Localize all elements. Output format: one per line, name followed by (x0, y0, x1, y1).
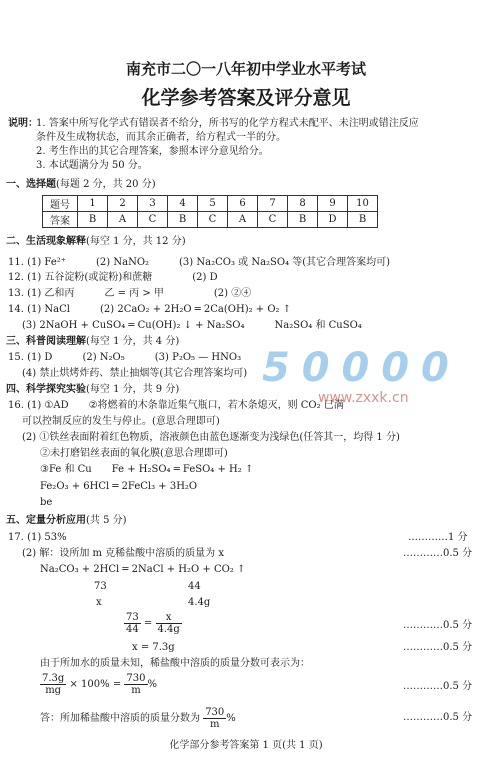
note-2: 2. 考生作出的其它合理答案，参照本评分意见给分。 (36, 146, 269, 157)
question-number-cell: 6 (228, 196, 258, 212)
answer-cell: A (108, 212, 138, 228)
mass-fraction-expression: $\frac{7.3g}{mg}$ × 100% = $\frac{730}{m}$ % (42, 673, 158, 696)
q11: 11. (1) Fe²⁺ (2) NaNO₂ (3) Na₂CO₃ 或 Na₂SO₄ 等(其它合理答案均可) (8, 257, 391, 268)
answer-cell: B (288, 212, 318, 228)
q17-part1: 17. (1) 53% (8, 532, 67, 543)
molar-mass-co2: 44 (188, 581, 201, 592)
q17-equation: Na₂CO₃ + 2HCl ═ 2NaCl + H₂O + CO₂ ↑ (40, 564, 246, 575)
section-1-note: (每题 2 分，共 20 分) (56, 179, 156, 190)
section-1-heading (6, 179, 156, 191)
score-4: …………0.5 分 (403, 642, 473, 653)
molar-mass-hcl: 73 (94, 581, 107, 592)
mass-co2: 4.4g (188, 597, 211, 608)
answer-cell: B (78, 212, 108, 228)
q16-part2-d: Fe₂O₃ + 6HCl ═ 2FeCl₃ + 3H₂O (40, 481, 198, 492)
score-2: …………0.5 分 (403, 548, 473, 559)
answer-cell: D (318, 212, 348, 228)
answer-cell: C (258, 212, 288, 228)
question-number-cell: 8 (288, 196, 318, 212)
q16-part2-c: ③Fe 和 Cu Fe + H₂SO₄ ═ FeSO₄ + H₂ ↑ (40, 464, 254, 475)
section-2-title: 二、生活现象解释 (6, 236, 86, 247)
q16-part1-b: 可以控制反应的发生与停止。(意思合理即可) (22, 416, 220, 427)
answer-cell: C (138, 212, 168, 228)
score-5: …………0.5 分 (403, 681, 473, 692)
score-6: …………0.5 分 (403, 712, 473, 723)
score-1: …………1 分 (408, 532, 468, 543)
q16-part2-b: ②未打磨铝丝表面的氧化膜(意思合理即可) (40, 448, 228, 459)
section-2-note: (每空 1 分，共 12 分) (86, 236, 186, 247)
answer-cell: C (198, 212, 228, 228)
question-number-cell: 4 (168, 196, 198, 212)
section-3-note: (每空 1 分，共 4 分) (86, 336, 180, 347)
section-3-heading (6, 336, 179, 348)
fraction-730-m-answer: $\frac{730}{m}$ (205, 707, 225, 730)
table-header-answer: 答案 (43, 212, 78, 228)
q16-part2: (2) ①铁丝表面附着红色物质，溶液颜色由蓝色逐渐变为浅绿色(任答其一，均得 1 分) (22, 432, 400, 443)
question-number-cell: 9 (318, 196, 348, 212)
final-answer: 答：所加稀盐酸中溶质的质量分数为 $\frac{730}{m}$ % (40, 707, 236, 730)
section-4-note: (每空 1 分，共 9 分) (86, 384, 180, 395)
fraction-73-44: $\frac{73}{44}$ (126, 612, 139, 635)
watermark-logo: 5 0 0 0 0 (262, 345, 448, 391)
answer-cell: B (168, 212, 198, 228)
table-header-number: 题号 (43, 196, 78, 212)
document-title: 化学参考答案及评分意见 (141, 87, 351, 109)
section-4-heading (6, 384, 179, 396)
section-3-title: 三、科普阅读理解 (6, 336, 86, 347)
section-2-heading (6, 236, 186, 248)
notes-label: 说明： (8, 118, 38, 129)
q13: 13. (1) 乙和丙 乙 = 丙 > 甲 (2) ②④ (8, 288, 252, 299)
note-1b: 条件及生成物状态，而其余正确者，给方程式一半的分。 (36, 132, 286, 143)
answer-cell: B (348, 212, 378, 228)
question-number-cell: 2 (108, 196, 138, 212)
section-4-title: 四、科学探究实验 (6, 384, 86, 395)
section-5-note: (共 5 分) (86, 515, 127, 526)
fraction-x-4-4g: $\frac{x}{4.4g}$ (157, 612, 180, 635)
q16-part2-e: be (40, 497, 53, 508)
answer-cell: A (228, 212, 258, 228)
note-3: 3. 本试题满分为 50 分。 (36, 160, 148, 171)
q15-part1: 15. (1) D (2) N₂O₅ (3) P₂O₅ — HNO₃ (8, 352, 242, 363)
proportion: $\frac{73}{44}$ = $\frac{x}{4.4g}$ (126, 612, 180, 635)
question-number-cell: 1 (78, 196, 108, 212)
section-5-heading (6, 515, 127, 527)
x-value: x = 7.3g (132, 642, 175, 653)
question-number-cell: 10 (348, 196, 378, 212)
q15-part4: (4) 禁止烘烤炸药、禁止抽烟等(其它合理答案均可) (22, 368, 248, 379)
q12: 12. (1) 五谷淀粉(或淀粉)和蔗糖 (2) D (8, 272, 218, 283)
unknown-x: x (96, 597, 102, 608)
score-3: …………0.5 分 (403, 620, 473, 631)
section-1-title: 一、选择题 (6, 179, 56, 190)
q17-mass-fraction-text: 由于所加水的质量未知，稀盐酸中溶质的质量分数可表示为： (40, 658, 310, 669)
question-number-cell: 3 (138, 196, 168, 212)
note-1a: 1. 答案中所写化学式有错误者不给分，所书写的化学方程式未配平、未注明或错注反应 (36, 118, 419, 129)
watermark-site: www.zxxk.cn (318, 390, 409, 406)
q14-part3: (3) 2NaOH + CuSO₄ ═ Cu(OH)₂ ↓ + Na₂SO₄ Na₂SO₄ 和 CuSO₄ (22, 320, 362, 331)
question-number-cell: 5 (198, 196, 228, 212)
q14-part1: 14. (1) NaCl (2) 2CaO₂ + 2H₂O ═ 2Ca(OH)₂ + O₂ ↑ (8, 304, 292, 315)
section-5-title: 五、定量分析应用 (6, 515, 86, 526)
fraction-730-m: $\frac{730}{m}$ (126, 673, 146, 696)
page-footer: 化学部分参考答案第 1 页(共 1 页) (169, 740, 323, 751)
fraction-7-3g-mg: $\frac{7.3g}{mg}$ (42, 673, 65, 696)
exam-title: 南充市二〇一八年初中学业水平考试 (125, 60, 366, 78)
q17-part2: (2) 解：设所加 m 克稀盐酸中溶质的质量为 x (22, 548, 225, 559)
question-number-cell: 7 (258, 196, 288, 212)
q16-part1: 16. (1) ①AD ②将燃着的木条靠近集气瓶口，若木条熄灭，则 CO₂ 已满 (8, 400, 344, 411)
answer-table (42, 195, 378, 228)
